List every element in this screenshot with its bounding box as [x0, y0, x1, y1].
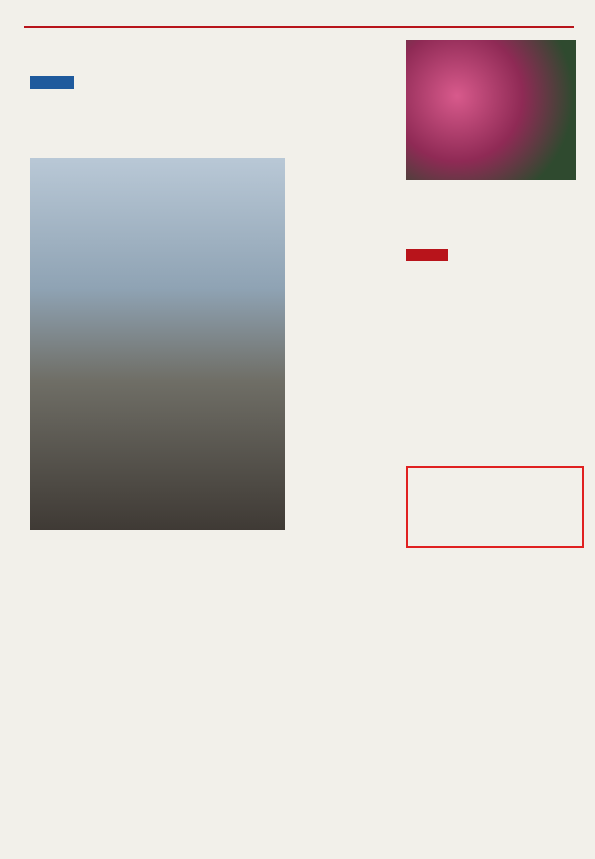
flower-headline — [406, 186, 576, 197]
side-body — [406, 282, 576, 462]
flower-body — [406, 200, 576, 244]
train-photo — [30, 158, 285, 530]
flower-photo — [406, 40, 576, 180]
feature-deck — [30, 594, 394, 605]
highlight-body — [410, 484, 576, 540]
header-date — [24, 8, 214, 20]
lead-body-1 — [296, 172, 400, 342]
kicker-tag — [30, 76, 74, 89]
feature-headline — [30, 565, 394, 591]
photo-caption — [30, 532, 285, 558]
section-tag — [406, 249, 448, 261]
lead-body-2 — [296, 360, 400, 530]
bottom-right-headline — [406, 552, 580, 565]
lead-deck — [30, 124, 390, 150]
feature-body — [30, 612, 394, 852]
lead-subhead-2 — [296, 346, 400, 357]
lead-headline — [30, 92, 400, 122]
side-headline — [406, 264, 576, 278]
lead-subhead-1 — [296, 158, 400, 169]
section-title — [228, 6, 368, 22]
highlight-headline — [410, 470, 576, 481]
header-editor — [382, 8, 572, 20]
bottom-right-body — [406, 570, 580, 852]
